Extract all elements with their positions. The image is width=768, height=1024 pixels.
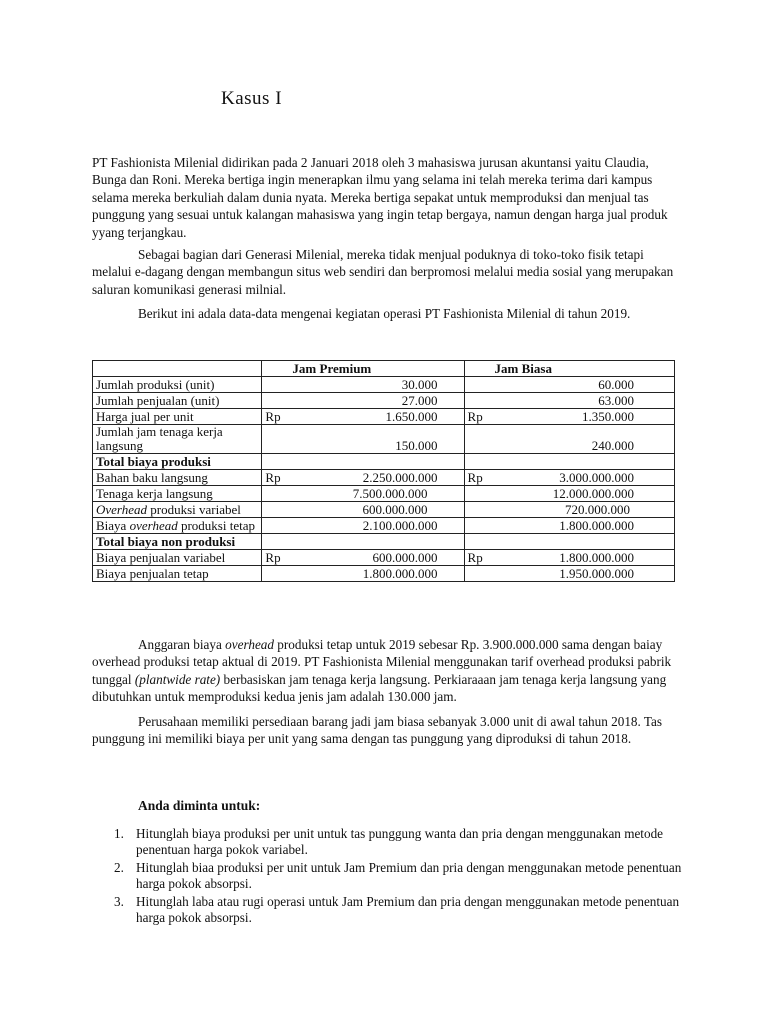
biasa-value: 720.000.000 [464,502,674,518]
case-title: Kasus I [221,88,283,109]
row-label-italic: Overhead [96,502,148,517]
list-item [92,826,692,858]
premium-value: 1.650.000 [385,409,438,424]
table-row [93,470,675,486]
row-label-italic: overhead [129,518,178,533]
header-empty-cell [93,361,262,377]
table-row [93,518,675,534]
row-label [93,502,262,518]
section-row [93,454,675,470]
currency-label: Rp [265,470,281,485]
premium-value: 600.000.000 [262,502,464,518]
task-number: 3. [114,894,124,909]
overhead-paragraph [92,636,678,706]
biasa-value: 1.800.000.000 [464,518,674,534]
table-header-row [93,361,675,377]
table-row [93,409,675,425]
biasa-cell [464,470,674,486]
biasa-value: 1.950.000.000 [464,566,674,582]
biasa-cell [464,550,674,566]
row-label: Biaya penjualan variabel [93,550,262,566]
header-premium: Jam Premium [262,361,464,377]
row-label: Bahan baku langsung [93,470,262,486]
task-number: 1. [114,826,124,841]
currency-label: Rp [265,550,281,565]
currency-label: Rp [265,409,281,424]
list-item [92,860,692,892]
intro-paragraph: PT Fashionista Milenial didirikan pada 2 Januari 2018 oleh 3 mahasiswa jurusan akuntansi yaitu Claudia, Bunga dan Roni. Mereka bertiga ingin menerapkan ilmu yang selama ini telah mereka terima dari kampus selama mereka berkuliah dalam dunia nyata. Mereka bertiga sepakat untuk memproduksi dan menjual tas punggung yang sesuai untuk kalangan mahasiswa yang ingin tetap bergaya, namun dengan harga jual produk yyang terjangkau. [92,155,668,240]
biasa-value: 63.000 [464,393,674,409]
premium-cell [262,550,464,566]
operations-table [92,360,675,582]
row-label-rest: produksi tetap [177,518,255,533]
premium-value: 30.000 [262,377,464,393]
biasa-value: 240.000 [464,425,674,454]
premium-value: 600.000.000 [372,550,438,565]
overhead-text-b: produksi tetap untuk 2019 sebesar Rp. 3.900.000.000 sama dengan baiay overhead produksi tetap aktual di 2019. PT Fashionista Milenial menggunakan tarif overhead produksi pabrik tunggal [92,637,672,687]
task-text: Hitunglah biaya produksi per unit untuk tas punggung wanta dan pria dengan menggunakan metode penentuan harga pokok variabel. [136,826,664,857]
biasa-value: 1.350.000 [582,409,634,424]
currency-label: Rp [467,409,483,424]
currency-label: Rp [467,550,483,565]
row-label-start: Biaya [96,518,130,533]
currency-label: Rp [467,470,483,485]
row-label: Jumlah penjualan (unit) [93,393,262,409]
header-biasa: Jam Biasa [464,361,674,377]
overhead-text-a: Anggaran biaya [138,637,226,652]
table-row [93,502,675,518]
premium-value: 2.100.000.000 [262,518,464,534]
row-label: Tenaga kerja langsung [93,486,262,502]
row-label: Jumlah produksi (unit) [93,377,262,393]
premium-value: 2.250.000.000 [362,470,438,485]
empty-cell [464,534,674,550]
overhead-text-italic-1: overhead [225,637,274,652]
task-text: Hitunglah biaa produksi per unit untuk Jam Premium dan pria dengan menggunakan metode penentuan harga pokok absorpsi. [136,860,682,891]
table-row [93,425,675,454]
row-label: Harga jual per unit [93,409,262,425]
section-label-nonproduction: Total biaya non produksi [93,534,262,550]
overhead-text-italic-2: (plantwide rate) [134,671,221,687]
row-label-line-1: Jumlah jam tenaga kerja [96,424,223,439]
biasa-cell [464,409,674,425]
premium-cell [262,470,464,486]
table-row [93,393,675,409]
row-label-line-2: langsung [96,438,143,453]
table-row [93,377,675,393]
task-number: 2. [114,860,124,875]
section-row [93,534,675,550]
row-label [93,518,262,534]
empty-cell [464,454,674,470]
list-item [92,894,692,926]
biasa-value: 3.000.000.000 [559,470,634,485]
task-text: Hitunglah laba atau rugi operasi untuk Jam Premium dan pria dengan menggunakan metode penentuan harga pokok absorpsi. [136,894,680,925]
task-heading: Anda diminta untuk: [138,798,261,813]
table-row [93,566,675,582]
data-intro-paragraph: Berikut ini adala data-data mengenai kegiatan operasi PT Fashionista Milenial di tahun 2019. [138,306,631,321]
biasa-value: 12.000.000.000 [464,486,674,502]
table-row [93,550,675,566]
premium-value: 7.500.000.000 [262,486,464,502]
inventory-paragraph: Perusahaan memiliki persediaan barang jadi jam biasa sebanyak 3.000 unit di awal tahun 2018. Tas punggung ini memiliki biaya per unit yang sama dengan tas punggung yang diproduksi di tahun 2018. [92,714,662,747]
premium-value: 1.800.000.000 [262,566,464,582]
biasa-value: 60.000 [464,377,674,393]
premium-cell [262,409,464,425]
premium-value: 150.000 [262,425,464,454]
table-row [93,486,675,502]
empty-cell [262,454,464,470]
background-paragraph: Sebagai bagian dari Generasi Milenial, mereka tidak menjual poduknya di toko-toko fisik tetapi melalui e-dagang dengan membangun situs web sendiri dan berpromosi melalui media sosial yang merupakan saluran komunikasi generasi milnial. [92,247,674,297]
section-label-production: Total biaya produksi [93,454,262,470]
overhead-text-c: berbasiskan jam tenaga kerja langsung. Perkiaraaan jam tenaga kerja langsung yang dibutuhkan untuk memproduksi kedua jenis jam adalah 130.000 jam. [92,671,667,705]
task-list [92,826,692,928]
biasa-value: 1.800.000.000 [559,550,634,565]
row-label: Biaya penjualan tetap [93,566,262,582]
row-label-rest: produksi variabel [147,502,241,517]
premium-value: 27.000 [262,393,464,409]
row-label [93,425,262,454]
empty-cell [262,534,464,550]
